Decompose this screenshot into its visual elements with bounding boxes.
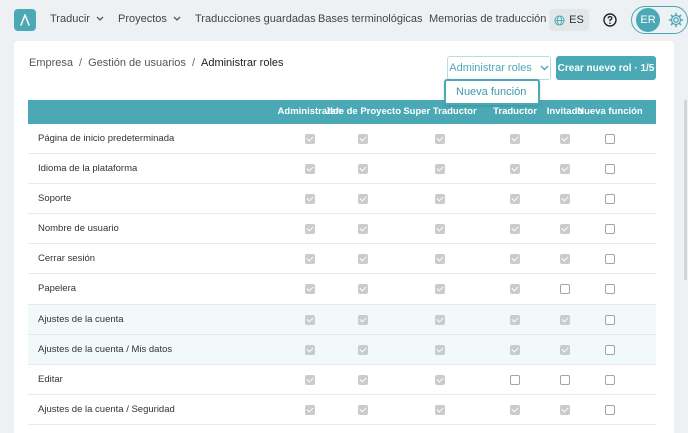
checkbox-unchecked[interactable] [605, 134, 615, 144]
nav-item-traducir[interactable] [50, 13, 104, 25]
nav-item-traducciones-guardadas[interactable] [195, 13, 316, 25]
scrollbar[interactable] [684, 100, 687, 280]
checkbox-checked[interactable] [358, 345, 368, 355]
checkbox-checked[interactable] [358, 164, 368, 174]
table-row [28, 214, 656, 244]
permission-label: Editar [38, 373, 63, 385]
nav-item-proyectos[interactable] [118, 13, 181, 25]
checkbox-checked[interactable] [358, 284, 368, 294]
table-row [28, 395, 656, 425]
breadcrumb-item-empresa[interactable]: Empresa [29, 57, 74, 69]
checkbox-unchecked[interactable] [605, 345, 615, 355]
manage-roles-button[interactable] [447, 56, 551, 80]
checkbox-checked[interactable] [435, 164, 445, 174]
column-header: Administrador [277, 106, 343, 117]
globe-icon [554, 15, 565, 26]
breadcrumb-item-gestion-usuarios[interactable]: Gestión de usuarios [88, 57, 186, 69]
checkbox-checked[interactable] [510, 164, 520, 174]
checkbox-unchecked[interactable] [510, 375, 520, 385]
nav-item-bases-terminologicas[interactable] [318, 13, 423, 25]
permission-label: Soporte [38, 193, 72, 205]
checkbox-checked[interactable] [510, 405, 520, 415]
checkbox-unchecked[interactable] [605, 254, 615, 264]
checkbox-checked[interactable] [510, 194, 520, 204]
checkbox-checked[interactable] [305, 254, 315, 264]
checkbox-checked[interactable] [305, 405, 315, 415]
checkbox-checked[interactable] [560, 134, 570, 144]
chevron-down-icon [96, 13, 104, 25]
nav-item-label: Traducir [50, 13, 90, 25]
checkbox-unchecked[interactable] [560, 284, 570, 294]
help-icon[interactable] [603, 13, 617, 27]
checkbox-checked[interactable] [358, 375, 368, 385]
nav-item-label: Memorias de traducción [429, 13, 547, 25]
checkbox-checked[interactable] [560, 164, 570, 174]
checkbox-checked[interactable] [510, 315, 520, 325]
checkbox-checked[interactable] [435, 405, 445, 415]
breadcrumb [29, 57, 284, 69]
table-row [28, 335, 656, 365]
checkbox-checked[interactable] [435, 194, 445, 204]
nav-item-label: Proyectos [118, 13, 167, 25]
checkbox-unchecked[interactable] [605, 315, 615, 325]
table-row [28, 274, 656, 304]
checkbox-checked[interactable] [510, 254, 520, 264]
checkbox-checked[interactable] [358, 134, 368, 144]
create-role-label: Crear nuevo rol · 1/5 [557, 62, 655, 74]
checkbox-checked[interactable] [358, 405, 368, 415]
table-row [28, 305, 656, 335]
checkbox-checked[interactable] [435, 315, 445, 325]
permission-label: Ajustes de la cuenta / Mis datos [38, 343, 173, 355]
top-navigation [0, 0, 688, 40]
column-header: Nueva función [577, 106, 643, 117]
checkbox-checked[interactable] [560, 345, 570, 355]
checkbox-unchecked[interactable] [605, 405, 615, 415]
checkbox-checked[interactable] [435, 284, 445, 294]
permissions-table [28, 100, 656, 425]
checkbox-checked[interactable] [305, 284, 315, 294]
column-header: Super Traductor [403, 106, 477, 117]
manage-roles-dropdown [444, 79, 540, 105]
checkbox-unchecked[interactable] [605, 375, 615, 385]
checkbox-unchecked[interactable] [605, 284, 615, 294]
table-row [28, 184, 656, 214]
table-row [28, 124, 656, 154]
checkbox-checked[interactable] [435, 134, 445, 144]
checkbox-checked[interactable] [510, 224, 520, 234]
checkbox-checked[interactable] [358, 194, 368, 204]
avatar-initials: ER [640, 14, 656, 26]
avatar[interactable] [636, 8, 660, 32]
language-code: ES [569, 14, 584, 26]
checkbox-checked[interactable] [358, 224, 368, 234]
checkbox-checked[interactable] [435, 254, 445, 264]
checkbox-checked[interactable] [305, 224, 315, 234]
checkbox-unchecked[interactable] [605, 194, 615, 204]
chevron-down-icon [173, 13, 181, 25]
create-role-button[interactable] [556, 56, 656, 80]
gear-icon[interactable] [668, 12, 684, 28]
checkbox-checked[interactable] [305, 345, 315, 355]
checkbox-checked[interactable] [358, 315, 368, 325]
checkbox-unchecked[interactable] [605, 164, 615, 174]
permission-label: Cerrar sesión [38, 253, 96, 265]
column-header: Invitado [546, 106, 584, 117]
nav-item-label: Traducciones guardadas [195, 13, 316, 25]
checkbox-checked[interactable] [560, 315, 570, 325]
table-body [28, 124, 656, 425]
checkbox-checked[interactable] [560, 194, 570, 204]
table-row [28, 365, 656, 395]
dropdown-option-nueva-funcion[interactable]: Nueva función [456, 86, 527, 98]
checkbox-checked[interactable] [510, 284, 520, 294]
permission-label: Página de inicio predeterminada [38, 133, 175, 144]
app-logo[interactable] [14, 9, 36, 31]
manage-roles-label: Administrar roles [449, 62, 532, 74]
checkbox-unchecked[interactable] [605, 224, 615, 234]
table-header [28, 100, 656, 124]
checkbox-checked[interactable] [510, 345, 520, 355]
checkbox-checked[interactable] [305, 315, 315, 325]
column-header: Jefe de Proyecto [324, 106, 402, 117]
column-header: Traductor [493, 106, 537, 117]
chevron-down-icon [540, 65, 549, 71]
permission-label: Ajustes de la cuenta / Seguridad [38, 403, 175, 415]
checkbox-checked[interactable] [560, 405, 570, 415]
breadcrumb-current: Administrar roles [201, 57, 284, 69]
breadcrumb-separator: / [191, 57, 195, 69]
checkbox-checked[interactable] [305, 194, 315, 204]
breadcrumb-separator: / [79, 57, 83, 69]
checkbox-checked[interactable] [305, 164, 315, 174]
permission-label: Papelera [38, 283, 77, 295]
permission-label: Ajustes de la cuenta [38, 313, 124, 325]
checkbox-checked[interactable] [560, 254, 570, 264]
table-row [28, 244, 656, 274]
checkbox-checked[interactable] [510, 134, 520, 144]
nav-item-label: Bases terminológicas [318, 13, 423, 25]
checkbox-checked[interactable] [305, 134, 315, 144]
checkbox-checked[interactable] [305, 375, 315, 385]
table-row [28, 154, 656, 184]
checkbox-checked[interactable] [435, 375, 445, 385]
checkbox-checked[interactable] [358, 254, 368, 264]
checkbox-checked[interactable] [435, 224, 445, 234]
checkbox-checked[interactable] [435, 345, 445, 355]
language-selector[interactable] [549, 9, 589, 31]
permission-label: Idioma de la plataforma [38, 163, 138, 175]
checkbox-checked[interactable] [560, 224, 570, 234]
permission-label: Nombre de usuario [38, 223, 119, 235]
checkbox-unchecked[interactable] [560, 375, 570, 385]
nav-item-memorias-de-traduccion[interactable] [429, 13, 546, 25]
logo-icon [19, 14, 31, 26]
